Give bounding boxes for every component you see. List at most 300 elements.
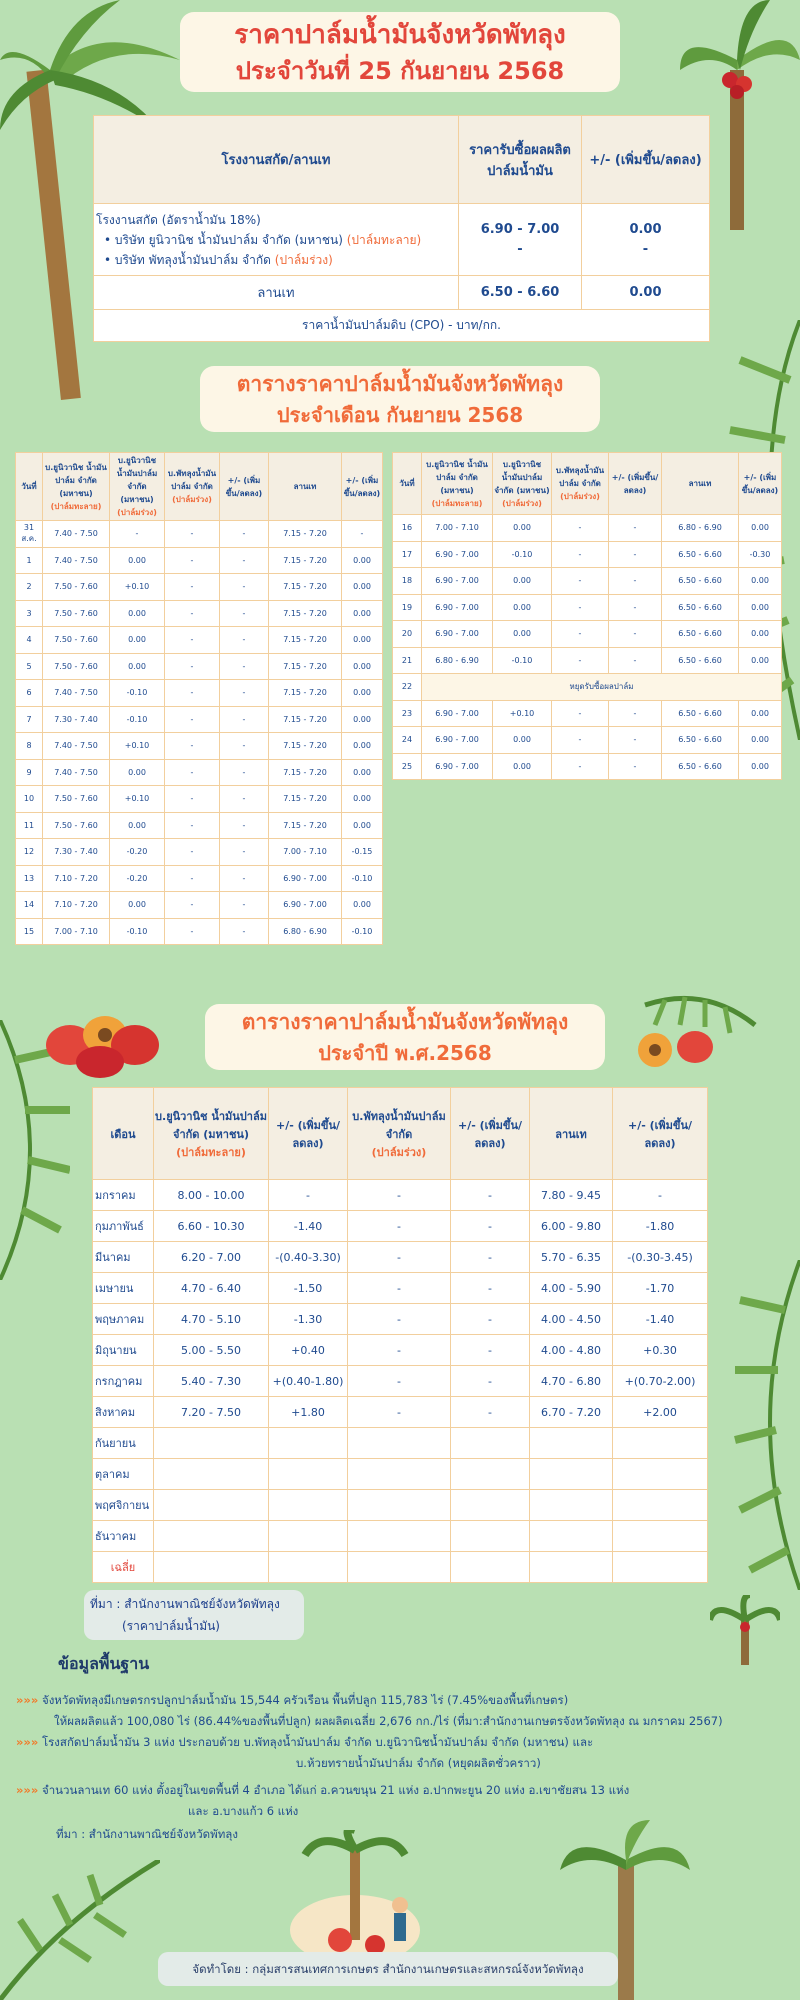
monthly-value-cell: -0.10 bbox=[110, 680, 165, 707]
yh-pat-text: บ.พัทลุงน้ำมันปาล์ม จำกัด bbox=[352, 1109, 446, 1141]
monthly-value-cell: 7.15 - 7.20 bbox=[269, 653, 342, 680]
monthly-value-cell: 7.15 - 7.20 bbox=[269, 521, 342, 548]
yearly-value-cell: - bbox=[451, 1366, 530, 1397]
yearly-value-cell: - bbox=[348, 1211, 451, 1242]
monthly-value-cell: -0.10 bbox=[493, 647, 552, 674]
yearly-avg-row bbox=[93, 1552, 708, 1583]
monthly-closed-note: หยุดรับซื้อผลปาล์ม bbox=[422, 674, 782, 701]
factory1-price: 6.90 - 7.00 bbox=[480, 221, 560, 237]
yearly-month-cell: กุมภาพันธ์ bbox=[93, 1211, 154, 1242]
yearly-avg-cell bbox=[348, 1552, 451, 1583]
monthly-value-cell: - bbox=[220, 653, 269, 680]
monthly-value-cell: - bbox=[552, 647, 609, 674]
daily-yard-price: 6.50 - 6.60 bbox=[459, 276, 582, 310]
monthly-value-cell: 7.10 - 7.20 bbox=[43, 892, 110, 919]
monthly-value-cell: - bbox=[165, 680, 220, 707]
yearly-month-cell: กรกฎาคม bbox=[93, 1366, 154, 1397]
yearly-value-cell: 4.00 - 4.80 bbox=[530, 1335, 613, 1366]
monthly-value-cell: 7.15 - 7.20 bbox=[269, 759, 342, 786]
monthly-day-cell: 14 bbox=[16, 892, 43, 919]
factory2-brand: (ปาล์มร่วง) bbox=[274, 252, 333, 267]
yearly-value-cell bbox=[613, 1428, 708, 1459]
yearly-value-cell: 6.70 - 7.20 bbox=[530, 1397, 613, 1428]
info-heading: ข้อมูลพื้นฐาน bbox=[58, 1654, 150, 1673]
info-b1-line1: จังหวัดพัทลุงมีเกษตรกรปลูกปาล์มน้ำมัน 15,544 ครัวเรือน พื้นที่ปลูก 115,783 ไร่ (7.45%ของพื้นที่เกษตร) bbox=[41, 1693, 569, 1707]
monthly-value-cell: - bbox=[220, 839, 269, 866]
yearly-value-cell bbox=[269, 1521, 348, 1552]
monthly-value-cell: - bbox=[165, 706, 220, 733]
yearly-value-cell bbox=[154, 1490, 269, 1521]
monthly-value-cell: - bbox=[165, 521, 220, 548]
source-note-line1: ที่มา : สำนักงานพาณิชย์จังหวัดพัทลุง bbox=[90, 1597, 280, 1611]
monthly-value-cell: - bbox=[165, 918, 220, 945]
palm-tree-small-illustration bbox=[710, 1595, 780, 1665]
monthly-day-cell: 13 bbox=[16, 865, 43, 892]
monthly-right-h-chg2: +/- (เพิ่มขึ้น/ลดลง) bbox=[739, 453, 782, 515]
monthly-value-cell: 0.00 bbox=[739, 515, 782, 542]
monthly-value-cell: 0.00 bbox=[110, 600, 165, 627]
monthly-day-cell: 5 bbox=[16, 653, 43, 680]
yearly-value-cell bbox=[348, 1490, 451, 1521]
monthly-value-cell: - bbox=[220, 547, 269, 574]
yearly-month-cell: มีนาคม bbox=[93, 1242, 154, 1273]
page-date: ประจำวันที่ 25 กันยายน 2568 bbox=[235, 57, 565, 85]
monthly-value-cell: 7.40 - 7.50 bbox=[43, 521, 110, 548]
monthly-right-row bbox=[393, 541, 782, 568]
factory2-change: - bbox=[642, 241, 649, 257]
yearly-value-cell: 4.70 - 6.40 bbox=[154, 1273, 269, 1304]
monthly-left-h-pat bbox=[165, 453, 220, 521]
monthly-day-cell: 31 ส.ค. bbox=[16, 521, 43, 548]
yearly-month-cell: พฤศจิกายน bbox=[93, 1490, 154, 1521]
monthly-right-h-uni2 bbox=[493, 453, 552, 515]
info-b3-line2: และ อ.บางแก้ว 6 แห่ง bbox=[188, 1804, 299, 1818]
yearly-avg-cell bbox=[530, 1552, 613, 1583]
yearly-value-cell bbox=[530, 1428, 613, 1459]
monthly-left-h-day: วันที่ bbox=[16, 453, 43, 521]
palm-leaf-bottom-left-illustration bbox=[0, 1860, 160, 2000]
yearly-value-cell bbox=[269, 1459, 348, 1490]
yearly-value-cell bbox=[530, 1490, 613, 1521]
monthly-value-cell: 0.00 bbox=[342, 574, 383, 601]
yearly-value-cell: - bbox=[451, 1180, 530, 1211]
monthly-left-row bbox=[16, 680, 383, 707]
arrow-icon: »»» bbox=[16, 1693, 39, 1707]
info-b2-line1: โรงสกัดปาล์มน้ำมัน 3 แห่ง ประกอบด้วย บ.พัทลุงน้ำมันปาล์ม จำกัด บ.ยูนิวานิชน้ำมันปาล์ม จำกัด (มหาชน) และ bbox=[41, 1735, 594, 1749]
source-note-box bbox=[84, 1590, 304, 1640]
yearly-value-cell: - bbox=[348, 1397, 451, 1428]
daily-yard-label: ลานเท bbox=[94, 276, 459, 310]
info-b2-line2: บ.ห้วยทรายน้ำมันปาล์ม จำกัด (หยุดผลิตชั่วคราว) bbox=[296, 1756, 541, 1770]
factory2-name: บริษัท พัทลุงน้ำมันปาล์ม จำกัด bbox=[114, 252, 271, 267]
monthly-right-row bbox=[393, 727, 782, 754]
yearly-value-cell: - bbox=[269, 1180, 348, 1211]
daily-cpo-text: ราคาน้ำมันปาล์มดิบ (CPO) - บาท/กก. bbox=[94, 310, 710, 342]
monthly-value-cell: -0.10 bbox=[342, 865, 383, 892]
monthly-value-cell: - bbox=[110, 521, 165, 548]
daily-price-table bbox=[93, 115, 710, 342]
factory2-price: - bbox=[517, 241, 523, 257]
yearly-value-cell bbox=[348, 1428, 451, 1459]
monthly-value-cell: +0.10 bbox=[110, 574, 165, 601]
monthly-value-cell: 0.00 bbox=[110, 627, 165, 654]
monthly-value-cell: - bbox=[220, 759, 269, 786]
monthly-value-cell: 6.90 - 7.00 bbox=[422, 753, 493, 780]
h-pat-text-r: บ.พัทลุงน้ำมันปาล์ม จำกัด bbox=[555, 466, 605, 488]
monthly-value-cell: 7.15 - 7.20 bbox=[269, 812, 342, 839]
h-uni-sub-r: (ปาล์มทะลาย) bbox=[431, 498, 483, 508]
monthly-value-cell: - bbox=[609, 753, 662, 780]
monthly-value-cell: 6.50 - 6.60 bbox=[662, 753, 739, 780]
yearly-value-cell: -1.70 bbox=[613, 1273, 708, 1304]
monthly-left-row bbox=[16, 892, 383, 919]
yearly-avg-cell bbox=[451, 1552, 530, 1583]
h-pat-text: บ.พัทลุงน้ำมันปาล์ม จำกัด bbox=[167, 469, 217, 491]
monthly-day-cell: 22 bbox=[393, 674, 422, 701]
monthly-value-cell: 7.15 - 7.20 bbox=[269, 706, 342, 733]
monthly-table-left bbox=[15, 452, 383, 945]
monthly-value-cell: - bbox=[220, 574, 269, 601]
yearly-h-chg2: +/- (เพิ่มขึ้น/ลดลง) bbox=[451, 1088, 530, 1180]
yearly-value-cell: - bbox=[613, 1180, 708, 1211]
h-uni2-text: บ.ยูนิวานิช น้ำมันปาล์ม จำกัด (มหาชน) bbox=[116, 456, 158, 504]
source-note-line2: (ราคาปาล์มน้ำมัน) bbox=[122, 1619, 220, 1633]
monthly-value-cell: 6.90 - 7.00 bbox=[422, 700, 493, 727]
footer-credit: จัดทำโดย : กลุ่มสารสนเทศการเกษตร สำนักงานเกษตรและสหกรณ์จังหวัดพัทลุง bbox=[158, 1952, 618, 1986]
monthly-value-cell: - bbox=[552, 594, 609, 621]
monthly-value-cell: - bbox=[165, 653, 220, 680]
monthly-left-row bbox=[16, 918, 383, 945]
info-bullet-3 bbox=[16, 1780, 796, 1801]
daily-factory-cell bbox=[94, 204, 459, 276]
yearly-avg-cell bbox=[613, 1552, 708, 1583]
yearly-value-cell: 6.00 - 9.80 bbox=[530, 1211, 613, 1242]
yearly-row bbox=[93, 1521, 708, 1552]
monthly-value-cell: 0.00 bbox=[342, 812, 383, 839]
monthly-value-cell: 7.40 - 7.50 bbox=[43, 547, 110, 574]
monthly-value-cell: 6.80 - 6.90 bbox=[422, 647, 493, 674]
monthly-day-cell: 21 bbox=[393, 647, 422, 674]
yearly-value-cell: +1.80 bbox=[269, 1397, 348, 1428]
yearly-row bbox=[93, 1273, 708, 1304]
yearly-value-cell: - bbox=[348, 1335, 451, 1366]
monthly-left-row bbox=[16, 600, 383, 627]
yearly-value-cell: 7.20 - 7.50 bbox=[154, 1397, 269, 1428]
yearly-value-cell bbox=[451, 1521, 530, 1552]
monthly-value-cell: 6.90 - 7.00 bbox=[269, 865, 342, 892]
yearly-value-cell: 5.00 - 5.50 bbox=[154, 1335, 269, 1366]
yearly-value-cell: +0.30 bbox=[613, 1335, 708, 1366]
monthly-value-cell: - bbox=[165, 892, 220, 919]
farmer-palm-illustration bbox=[280, 1830, 430, 1970]
yearly-value-cell: 4.70 - 6.80 bbox=[530, 1366, 613, 1397]
yearly-value-cell bbox=[451, 1428, 530, 1459]
yearly-row bbox=[93, 1211, 708, 1242]
monthly-value-cell: -0.20 bbox=[110, 839, 165, 866]
monthly-value-cell: 0.00 bbox=[739, 621, 782, 648]
monthly-value-cell: 7.00 - 7.10 bbox=[422, 515, 493, 542]
monthly-value-cell: 6.50 - 6.60 bbox=[662, 568, 739, 595]
monthly-left-row bbox=[16, 627, 383, 654]
monthly-value-cell: 0.00 bbox=[110, 892, 165, 919]
yearly-value-cell: - bbox=[348, 1180, 451, 1211]
monthly-value-cell: -0.10 bbox=[493, 541, 552, 568]
monthly-value-cell: 7.15 - 7.20 bbox=[269, 547, 342, 574]
monthly-value-cell: 7.30 - 7.40 bbox=[43, 839, 110, 866]
monthly-value-cell: - bbox=[165, 759, 220, 786]
yearly-month-cell: มกราคม bbox=[93, 1180, 154, 1211]
monthly-value-cell: 0.00 bbox=[342, 653, 383, 680]
monthly-value-cell: 6.50 - 6.60 bbox=[662, 727, 739, 754]
monthly-day-cell: 17 bbox=[393, 541, 422, 568]
yearly-h-chg: +/- (เพิ่มขึ้น/ลดลง) bbox=[269, 1088, 348, 1180]
yearly-price-table bbox=[92, 1087, 708, 1583]
monthly-value-cell: - bbox=[220, 521, 269, 548]
factory1-change: 0.00 bbox=[629, 221, 662, 237]
monthly-value-cell: 0.00 bbox=[342, 547, 383, 574]
yearly-value-cell: - bbox=[451, 1242, 530, 1273]
yearly-value-cell bbox=[269, 1490, 348, 1521]
monthly-value-cell: 0.00 bbox=[739, 568, 782, 595]
monthly-right-row bbox=[393, 700, 782, 727]
monthly-value-cell: - bbox=[552, 700, 609, 727]
monthly-value-cell: 0.00 bbox=[493, 727, 552, 754]
monthly-title-box bbox=[200, 366, 600, 432]
monthly-value-cell: 6.90 - 7.00 bbox=[422, 727, 493, 754]
monthly-left-row bbox=[16, 521, 383, 548]
yearly-value-cell: 4.70 - 5.10 bbox=[154, 1304, 269, 1335]
monthly-value-cell: 7.50 - 7.60 bbox=[43, 653, 110, 680]
monthly-left-h-uni2 bbox=[110, 453, 165, 521]
monthly-value-cell: 6.50 - 6.60 bbox=[662, 541, 739, 568]
yearly-value-cell: 5.70 - 6.35 bbox=[530, 1242, 613, 1273]
yearly-value-cell bbox=[530, 1521, 613, 1552]
monthly-right-h-day: วันที่ bbox=[393, 453, 422, 515]
monthly-value-cell: 0.00 bbox=[342, 786, 383, 813]
monthly-value-cell: 7.00 - 7.10 bbox=[269, 839, 342, 866]
monthly-left-row bbox=[16, 574, 383, 601]
yearly-value-cell bbox=[154, 1428, 269, 1459]
monthly-value-cell: - bbox=[220, 865, 269, 892]
monthly-value-cell: -0.15 bbox=[342, 839, 383, 866]
yearly-row bbox=[93, 1397, 708, 1428]
page-title-box bbox=[180, 12, 620, 92]
yearly-value-cell: 4.00 - 4.50 bbox=[530, 1304, 613, 1335]
yh-pat-sub: (ปาล์มร่วง) bbox=[371, 1145, 427, 1159]
monthly-day-cell: 2 bbox=[16, 574, 43, 601]
monthly-left-row bbox=[16, 759, 383, 786]
monthly-value-cell: 7.40 - 7.50 bbox=[43, 759, 110, 786]
factory-title: โรงงานสกัด (อัตราน้ำมัน 18%) bbox=[96, 212, 261, 227]
arrow-icon: »»» bbox=[16, 1735, 39, 1749]
yearly-avg-cell bbox=[154, 1552, 269, 1583]
monthly-value-cell: 6.50 - 6.60 bbox=[662, 700, 739, 727]
palm-fruit-cluster-left-illustration bbox=[40, 1000, 170, 1080]
yearly-header-row bbox=[93, 1088, 708, 1180]
yearly-subtitle: ประจำปี พ.ศ.2568 bbox=[318, 1041, 492, 1065]
monthly-right-row bbox=[393, 515, 782, 542]
monthly-value-cell: - bbox=[609, 515, 662, 542]
monthly-value-cell: 6.50 - 6.60 bbox=[662, 647, 739, 674]
monthly-left-header-row bbox=[16, 453, 383, 521]
daily-header-factory: โรงงานสกัด/ลานเท bbox=[94, 116, 459, 204]
monthly-value-cell: - bbox=[609, 621, 662, 648]
monthly-left-h-chg: +/- (เพิ่มขึ้น/ลดลง) bbox=[220, 453, 269, 521]
monthly-day-cell: 7 bbox=[16, 706, 43, 733]
monthly-value-cell: - bbox=[342, 521, 383, 548]
monthly-right-row bbox=[393, 647, 782, 674]
monthly-day-cell: 18 bbox=[393, 568, 422, 595]
yearly-row bbox=[93, 1180, 708, 1211]
monthly-value-cell: 7.50 - 7.60 bbox=[43, 574, 110, 601]
monthly-value-cell: - bbox=[165, 574, 220, 601]
h-pat-sub: (ปาล์มร่วง) bbox=[172, 495, 212, 504]
monthly-value-cell: 0.00 bbox=[342, 892, 383, 919]
h-uni2-sub: (ปาล์มร่วง) bbox=[117, 508, 157, 517]
daily-yard-change: 0.00 bbox=[582, 276, 710, 310]
info-b1-line2: ให้ผลผลิตแล้ว 100,080 ไร่ (86.44%ของพื้นที่ปลูก) ผลผลิตเฉลี่ย 2,676 กก./ไร่ (ที่มา:สำนักงานเกษตรจังหวัดพัทลุง ณ มกราคม 2567) bbox=[54, 1714, 723, 1728]
monthly-day-cell: 1 bbox=[16, 547, 43, 574]
monthly-value-cell: 0.00 bbox=[739, 700, 782, 727]
info-b3-line1: จำนวนลานเท 60 แห่ง ตั้งอยู่ในเขตพื้นที่ 4 อำเภอ ได้แก่ อ.ควนขนุน 21 แห่ง อ.ปากพะยูน 20 แห่ง อ.เขาชัยสน 13 แห่ง bbox=[41, 1783, 630, 1797]
monthly-value-cell: 6.50 - 6.60 bbox=[662, 621, 739, 648]
h-uni2-sub-r: (ปาล์มร่วง) bbox=[502, 498, 542, 508]
monthly-left-row bbox=[16, 839, 383, 866]
monthly-value-cell: 0.00 bbox=[342, 680, 383, 707]
yearly-value-cell: +0.40 bbox=[269, 1335, 348, 1366]
info-bullet-1 bbox=[16, 1690, 796, 1711]
yearly-month-cell: มิถุนายน bbox=[93, 1335, 154, 1366]
monthly-right-header-row bbox=[393, 453, 782, 515]
yearly-row bbox=[93, 1428, 708, 1459]
monthly-right-h-yard: ลานเท bbox=[662, 453, 739, 515]
yearly-value-cell: +(0.70-2.00) bbox=[613, 1366, 708, 1397]
monthly-day-cell: 25 bbox=[393, 753, 422, 780]
monthly-value-cell: - bbox=[552, 568, 609, 595]
monthly-value-cell: 0.00 bbox=[739, 727, 782, 754]
yearly-value-cell: 7.80 - 9.45 bbox=[530, 1180, 613, 1211]
monthly-day-cell: 6 bbox=[16, 680, 43, 707]
info-bullet-2 bbox=[16, 1732, 796, 1753]
yearly-value-cell bbox=[154, 1521, 269, 1552]
monthly-value-cell: 0.00 bbox=[342, 600, 383, 627]
yearly-title: ตารางราคาปาล์มน้ำมันจังหวัดพัทลุง bbox=[241, 1010, 569, 1034]
monthly-value-cell: 0.00 bbox=[739, 647, 782, 674]
monthly-value-cell: 0.00 bbox=[342, 627, 383, 654]
monthly-day-cell: 11 bbox=[16, 812, 43, 839]
monthly-value-cell: -0.20 bbox=[110, 865, 165, 892]
monthly-value-cell: 6.50 - 6.60 bbox=[662, 594, 739, 621]
monthly-value-cell: 0.00 bbox=[342, 706, 383, 733]
factory2-item: • บริษัท พัทลุงน้ำมันปาล์ม จำกัด (ปาล์มร่วง) bbox=[104, 252, 333, 267]
yearly-value-cell: -1.30 bbox=[269, 1304, 348, 1335]
monthly-day-cell: 24 bbox=[393, 727, 422, 754]
yearly-value-cell: - bbox=[451, 1335, 530, 1366]
monthly-value-cell: - bbox=[220, 600, 269, 627]
yearly-value-cell: -1.40 bbox=[269, 1211, 348, 1242]
monthly-value-cell: - bbox=[552, 753, 609, 780]
monthly-value-cell: - bbox=[165, 627, 220, 654]
monthly-value-cell: +0.10 bbox=[110, 786, 165, 813]
monthly-day-cell: 23 bbox=[393, 700, 422, 727]
yh-uni-text: บ.ยูนิวานิช น้ำมันปาล์ม จำกัด (มหาชน) bbox=[155, 1109, 267, 1141]
monthly-left-row bbox=[16, 812, 383, 839]
yearly-h-uni bbox=[154, 1088, 269, 1180]
monthly-value-cell: 7.40 - 7.50 bbox=[43, 733, 110, 760]
monthly-value-cell: -0.30 bbox=[739, 541, 782, 568]
monthly-value-cell: - bbox=[220, 733, 269, 760]
yearly-value-cell bbox=[613, 1521, 708, 1552]
yearly-value-cell: - bbox=[451, 1273, 530, 1304]
monthly-day-cell: 12 bbox=[16, 839, 43, 866]
monthly-left-row bbox=[16, 547, 383, 574]
monthly-value-cell: 0.00 bbox=[342, 733, 383, 760]
yearly-h-month: เดือน bbox=[93, 1088, 154, 1180]
yearly-month-cell: เมษายน bbox=[93, 1273, 154, 1304]
monthly-value-cell: 7.15 - 7.20 bbox=[269, 574, 342, 601]
h-uni-text-r: บ.ยูนิวานิช น้ำมันปาล์ม จำกัด (มหาชน) bbox=[426, 459, 488, 495]
monthly-value-cell: - bbox=[220, 627, 269, 654]
yearly-value-cell bbox=[269, 1428, 348, 1459]
yearly-month-cell: ตุลาคม bbox=[93, 1459, 154, 1490]
monthly-value-cell: +0.10 bbox=[110, 733, 165, 760]
monthly-value-cell: 7.00 - 7.10 bbox=[43, 918, 110, 945]
monthly-value-cell: - bbox=[220, 918, 269, 945]
monthly-day-cell: 4 bbox=[16, 627, 43, 654]
monthly-right-row bbox=[393, 674, 782, 701]
yearly-avg-cell bbox=[269, 1552, 348, 1583]
monthly-value-cell: - bbox=[165, 786, 220, 813]
monthly-left-h-chg2: +/- (เพิ่มขึ้น/ลดลง) bbox=[342, 453, 383, 521]
monthly-value-cell: - bbox=[552, 515, 609, 542]
daily-header-price: ราคารับซื้อผลผลิต ปาล์มน้ำมัน bbox=[459, 116, 582, 204]
monthly-value-cell: - bbox=[165, 600, 220, 627]
yearly-value-cell: -1.50 bbox=[269, 1273, 348, 1304]
monthly-value-cell: 6.90 - 7.00 bbox=[422, 568, 493, 595]
yearly-row bbox=[93, 1490, 708, 1521]
palm-fruit-right-illustration bbox=[625, 995, 765, 1075]
h-uni-text: บ.ยูนิวานิช น้ำมันปาล์ม จำกัด (มหาชน) bbox=[45, 462, 107, 498]
yearly-value-cell: - bbox=[451, 1211, 530, 1242]
monthly-value-cell: 7.15 - 7.20 bbox=[269, 627, 342, 654]
yearly-value-cell bbox=[613, 1490, 708, 1521]
yearly-value-cell bbox=[530, 1459, 613, 1490]
monthly-value-cell: 6.90 - 7.00 bbox=[422, 621, 493, 648]
monthly-value-cell: - bbox=[609, 541, 662, 568]
yearly-value-cell bbox=[613, 1459, 708, 1490]
monthly-value-cell: - bbox=[552, 727, 609, 754]
monthly-value-cell: 0.00 bbox=[110, 812, 165, 839]
yearly-h-pat bbox=[348, 1088, 451, 1180]
yearly-value-cell: - bbox=[348, 1366, 451, 1397]
monthly-value-cell: - bbox=[609, 727, 662, 754]
info-bullets bbox=[16, 1690, 796, 1845]
monthly-value-cell: - bbox=[220, 812, 269, 839]
monthly-value-cell: 0.00 bbox=[493, 568, 552, 595]
yearly-avg-label: เฉลี่ย bbox=[93, 1552, 154, 1583]
monthly-value-cell: 7.30 - 7.40 bbox=[43, 706, 110, 733]
monthly-value-cell: 0.00 bbox=[110, 653, 165, 680]
monthly-value-cell: -0.10 bbox=[110, 918, 165, 945]
palm-leaf-right-lower-illustration bbox=[730, 1260, 800, 1590]
monthly-value-cell: 7.40 - 7.50 bbox=[43, 680, 110, 707]
daily-factory-change-cell bbox=[582, 204, 710, 276]
monthly-day-cell: 16 bbox=[393, 515, 422, 542]
monthly-value-cell: - bbox=[220, 786, 269, 813]
yearly-value-cell: -1.80 bbox=[613, 1211, 708, 1242]
yearly-value-cell: - bbox=[451, 1304, 530, 1335]
monthly-value-cell: - bbox=[609, 594, 662, 621]
